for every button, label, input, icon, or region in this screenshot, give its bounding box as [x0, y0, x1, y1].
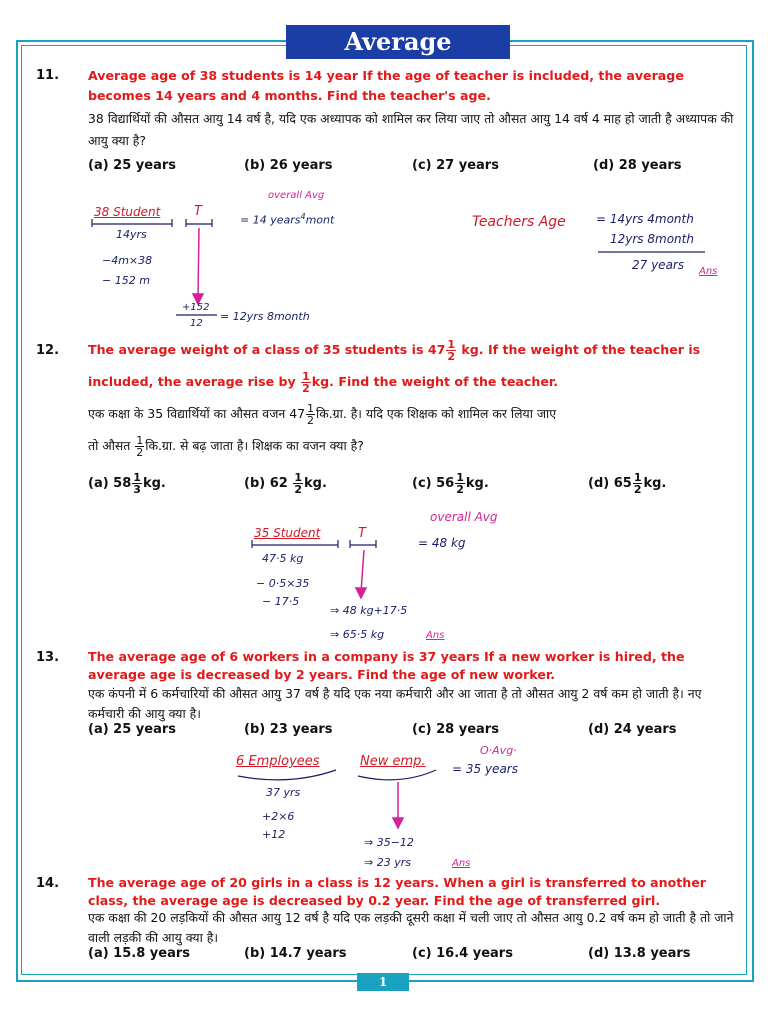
question-number: 13. [36, 650, 60, 665]
option-a: (a) 58 $\frac{1}{3}$ kg. [88, 471, 166, 496]
work-t1: = 14yrs 4month [596, 212, 694, 226]
q11-bracket-teacher [186, 219, 212, 227]
work-step1: −4m×38 [102, 254, 153, 267]
option-c: (c) 56 $\frac{1}{2}$ kg. [412, 471, 489, 496]
page-title: Average [286, 25, 510, 59]
q13-brace-group [238, 770, 336, 780]
question-hindi-cont: तो औसत $\frac{1}{2}$ कि.ग्रा. से बढ़ जाता है। शिक्षक का वजन क्या है? [88, 434, 364, 459]
work-teacher-label: T [194, 204, 202, 219]
option-a: (a) 15.8 years [88, 946, 190, 961]
option-d: (d) 65 $\frac{1}{2}$ kg. [588, 471, 667, 496]
option-c: (c) 28 years [412, 722, 499, 737]
work-step1: +2×6 [262, 810, 295, 823]
work-frac-result: = 12yrs 8month [220, 310, 310, 323]
work-avg-eq: = 35 years [452, 762, 518, 776]
option-b: (b) 26 years [244, 158, 333, 173]
question-number: 11. [36, 68, 60, 83]
option-a: (a) 25 years [88, 158, 177, 173]
q11-bracket-group [92, 219, 172, 227]
option-b: (b) 23 years [244, 722, 333, 737]
question-english: The average age of 20 girls in a class is 12 years. When a girl is transferred to another class, the average age is decreased by 0.2 year. Find the age of transferred girl. [88, 875, 706, 908]
question-english: The average weight of a class of 35 students is 47 $\frac{1}{2}$ kg. If the weight of the teacher is [88, 338, 701, 363]
question-hindi: एक कंपनी में 6 कर्मचारियों की औसत आयु 37 वर्ष है यदि एक नया कर्मचारी और आ जाता है तो औसत आयु 2 वर्ष कम हो जाती है। नए कर्मचारी की आयु क्या है। [88, 686, 702, 721]
work-group-label: 35 Student [254, 526, 321, 540]
question-number: 12. [36, 343, 60, 358]
work-group-label: 6 Employees [236, 754, 320, 769]
work-step1: − 0·5×35 [256, 577, 310, 590]
work-ans: Ans [452, 858, 471, 869]
q12-bracket-group [252, 540, 338, 548]
option-d: (d) 28 years [593, 158, 682, 173]
work-avg-label: O·Avg· [480, 744, 517, 757]
work-frac-den: 12 [190, 318, 203, 329]
work-base: 37 yrs [266, 786, 301, 799]
work-overall-eq: = 14 years$^4$mont [240, 212, 335, 227]
work-group-label: 38 Student [94, 205, 161, 219]
question-number: 14. [36, 876, 60, 891]
work-step2: +12 [262, 828, 286, 841]
question-hindi: 38 विद्यार्थियों की औसत आयु 14 वर्ष है, यदि एक अध्यापक को शामिल कर लिया जाए तो औसत आयु 14 वर्ष 4 माह हो जाती है अध्यापक की आयु क्या है? [88, 111, 734, 148]
option-b: (b) 14.7 years [244, 946, 347, 961]
work-base: 47·5 kg [262, 552, 304, 565]
option-c: (c) 16.4 years [412, 946, 513, 961]
q11-arrow-line [198, 228, 199, 298]
work-ans: Ans [699, 266, 718, 277]
q13-brace-new [358, 770, 436, 780]
work-r1: ⇒ 48 kg+17·5 [330, 604, 408, 617]
question-english: Average age of 38 students is 14 year If the age of teacher is included, the average becomes 14 years and 4 months. Find the teacher's age. [88, 68, 684, 103]
work-r2: ⇒ 23 yrs [364, 856, 411, 869]
question-hindi: एक कक्षा के 35 विद्यार्थियों का औसत वजन 47 $\frac{1}{2}$ कि.ग्रा. है। यदि एक शिक्षक को शामिल कर लिया जाए [88, 402, 557, 427]
q12-arrow-line [361, 550, 364, 592]
question-english: The average age of 6 workers in a company is 37 years If a new worker is hired, the average age is decreased by 2 years. Find the age of new worker. [88, 649, 685, 682]
work-ans: Ans [426, 630, 445, 641]
q13-arrow-head [393, 818, 403, 828]
work-t2: 12yrs 8month [610, 232, 694, 246]
q12-arrow-head [356, 588, 366, 598]
work-step2: − 152 m [102, 274, 150, 287]
work-frac-num: +152 [182, 302, 210, 313]
work-overall-eq: = 48 kg [418, 536, 466, 550]
work-r1: ⇒ 35−12 [364, 836, 414, 849]
work-base: 14yrs [116, 228, 147, 241]
work-r2: ⇒ 65·5 kg [330, 628, 385, 641]
q12-bracket-teacher [350, 540, 376, 548]
option-c: (c) 27 years [412, 158, 499, 173]
question-english-cont: included, the average rise by $\frac{1}{2}$ kg. Find the weight of the teacher. [88, 370, 559, 395]
option-d: (d) 24 years [588, 722, 677, 737]
work-step2: − 17·5 [262, 595, 300, 608]
option-d: (d) 13.8 years [588, 946, 691, 961]
work-teachers-age-label: Teachers Age [472, 214, 566, 230]
option-b: (b) 62 $\frac{1}{2}$ kg. [244, 471, 327, 496]
work-overall-label: overall Avg [268, 190, 325, 201]
work-overall-label: overall Avg [430, 510, 498, 524]
question-hindi: एक कक्षा की 20 लड़कियों की औसत आयु 12 वर्ष है यदि एक लड़की दूसरी कक्षा में चली जाए तो औसत आयु 0.2 वर्ष कम हो जाती है तो जाने वाली लड़की की आयु क्या है। [88, 910, 734, 945]
work-teacher-label: T [358, 526, 366, 541]
work-t3: 27 years [632, 258, 685, 272]
page-number: 1 [357, 973, 409, 991]
work-new-label: New emp. [360, 754, 426, 769]
option-a: (a) 25 years [88, 722, 177, 737]
